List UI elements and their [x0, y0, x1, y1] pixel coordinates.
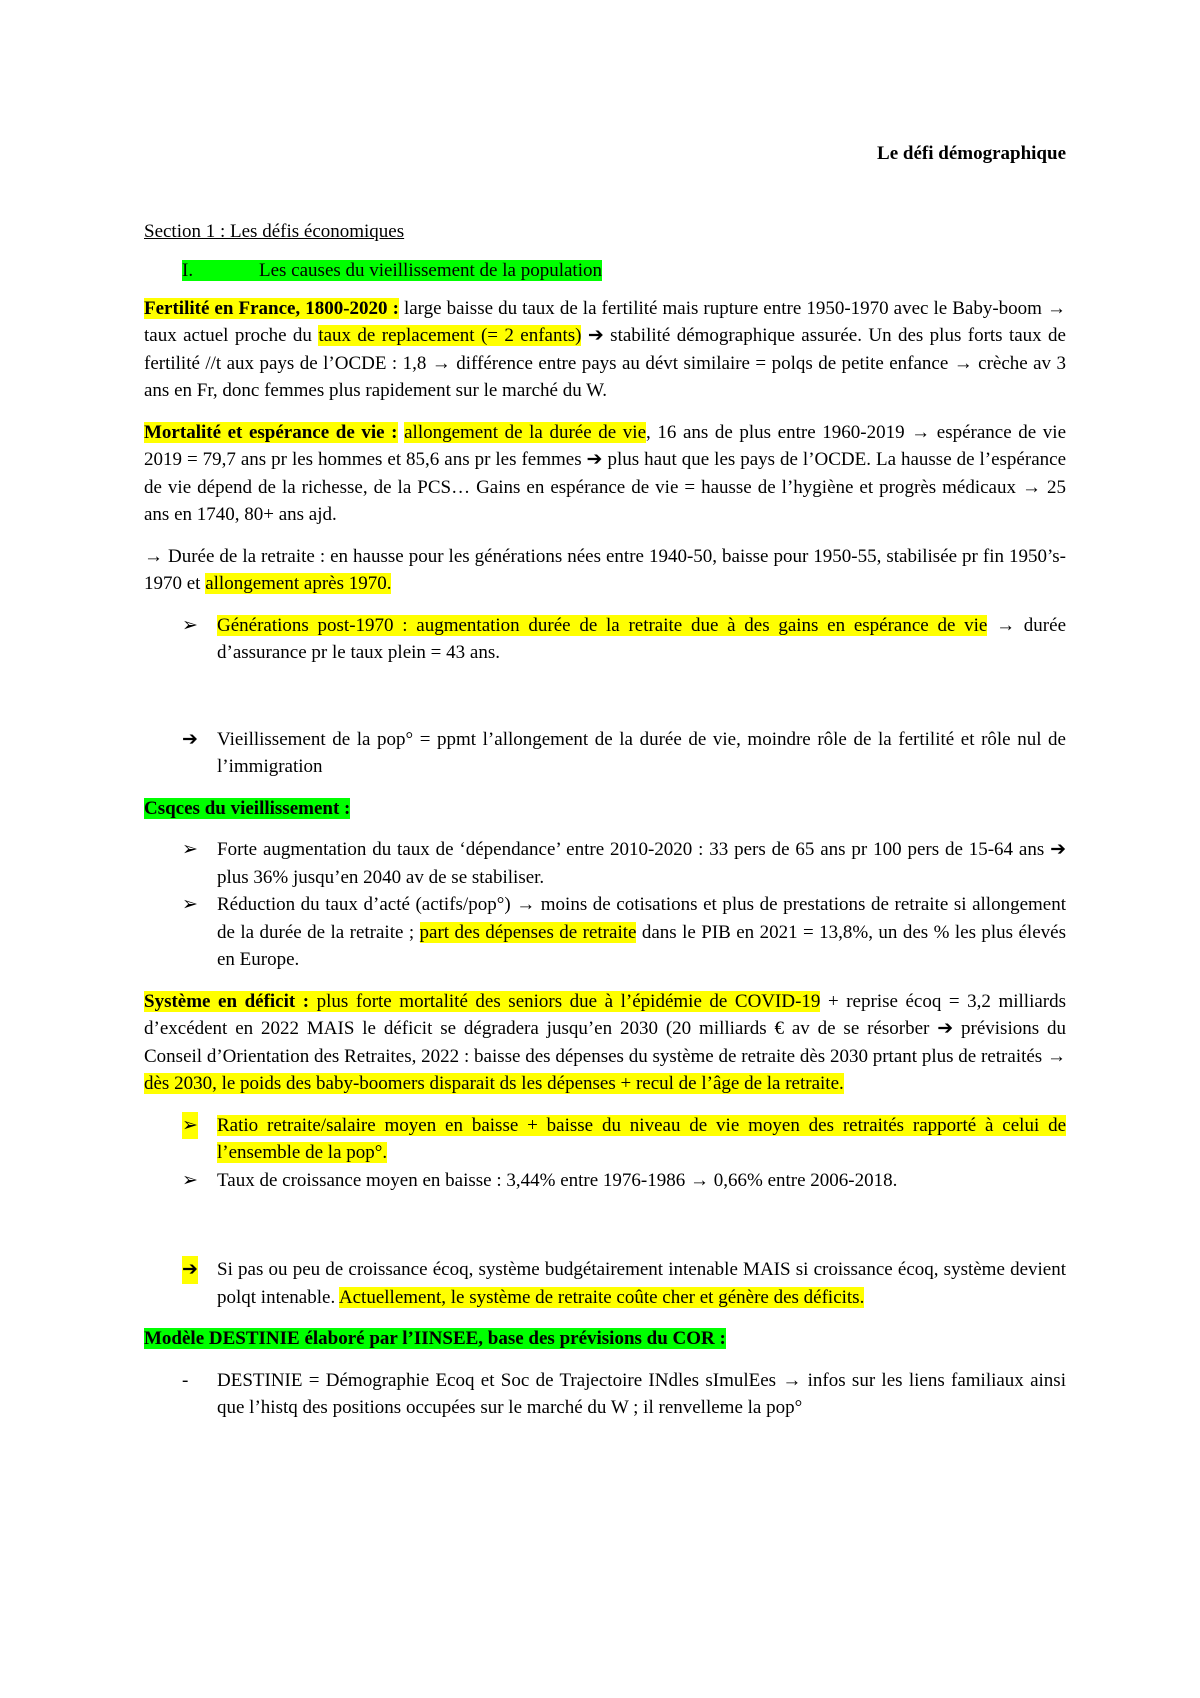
paragraph-fertility [144, 295, 1066, 405]
bullet-arrow-icon: ➢ [182, 894, 198, 915]
list-item [144, 612, 1066, 667]
retirement-duration-highlight: allongement après 1970. [205, 573, 392, 594]
list-item [144, 1367, 1066, 1422]
consequence-highlight: part des dépenses de retraite [419, 921, 637, 943]
label-consequences: Csqces du vieillissement : [144, 797, 351, 819]
deficit-text: + reprise écoq = 3,2 milliards d’excédent en 2022 MAIS le déficit se dégradera jusqu’en 2030 (20 milliards € av de se résorber ➔ prévisions du Conseil d’Orientation des Retraites, 2022 : baisse des dépenses du système de retraite dès 2030 prtant plus de retraités → [144, 990, 1067, 1067]
generations-highlight: Générations post-1970 : augmentation durée de la retraite due à des gains en espérance de vie [217, 614, 988, 636]
mortality-highlight: allongement de la durée de vie [404, 421, 646, 443]
label-destinie: Modèle DESTINIE élaboré par l’IINSEE, base des prévisions du COR : [144, 1328, 726, 1349]
aging-summary-text: Vieillissement de la pop° = ppmt l’allongement de la durée de vie, moindre rôle de la fertilité et rôle nul de l’immigration [217, 728, 1066, 777]
arrow-right-icon: ➔ [182, 1256, 198, 1284]
generations-text: → durée d’assurance pr le taux plein = 43 ans. [217, 614, 1066, 663]
deficit-item-text: Taux de croissance moyen en baisse : 3,44% entre 1976-1986 → 0,66% entre 2006-2018. [217, 1169, 898, 1191]
retirement-duration-text: → Durée de la retraite : en hausse pour les générations nées entre 1940-50, baisse pour 1950-55, stabilisée pr fin 1950’s-1970 et [144, 545, 1066, 594]
bullet-list-deficit [144, 1112, 1066, 1195]
bullet-arrow-icon: ➢ [182, 614, 198, 636]
heading-number: I. [182, 260, 194, 281]
label-mortality: Mortalité et espérance de vie : [144, 421, 398, 443]
bullet-arrow-icon: ➢ [182, 1169, 198, 1191]
bullet-list-destinie [144, 1367, 1066, 1422]
bullet-arrow-icon: ➢ [182, 839, 198, 860]
destinie-text: DESTINIE = Démographie Ecoq et Soc de Trajectoire INdles sImulEes → infos sur les liens familiaux ainsi que l’histq des positions occupées sur le marché du W ; il renvelleme la pop° [217, 1369, 1066, 1418]
document-title: Le défi démographique [877, 143, 1066, 164]
bullet-list-generations [144, 612, 1066, 667]
list-item [144, 726, 1066, 781]
label-deficit: Système en déficit : [144, 990, 310, 1012]
list-item [144, 1167, 1066, 1195]
list-item [144, 891, 1066, 974]
heading-destinie [144, 1325, 1066, 1353]
section-heading: Section 1 : Les défis économiques [144, 220, 405, 242]
list-item [144, 1112, 1066, 1167]
heading-causes [144, 257, 1066, 285]
consequence-text-2: dans le PIB en 2021 = 13,8%, un des % les plus élevés en Europe. [217, 921, 1066, 970]
heading-consequences [144, 795, 1066, 823]
label-fertility: Fertilité en France, 1800-2020 : [144, 297, 399, 319]
paragraph-mortality [144, 419, 1066, 529]
sustainability-text: Si pas ou peu de croissance écoq, système budgétairement intenable MAIS si croissance écoq, système devient polqt intenable. [217, 1259, 1066, 1308]
deficit-item-highlight: Ratio retraite/salaire moyen en baisse + baisse du niveau de vie moyen des retraités rapporté à celui de l’ensemble de la pop°. [217, 1114, 1066, 1163]
paragraph-deficit [144, 988, 1066, 1098]
fertility-text-1: large baisse du taux de la fertilité mais rupture entre 1950-1970 avec le Baby-boom → taux actuel proche du [144, 297, 1066, 346]
sustainability-highlight: Actuellement, le système de retraite coûte cher et génère des déficits. [338, 1286, 865, 1308]
bullet-list-consequences [144, 836, 1066, 974]
fertility-highlight: taux de replacement (= 2 enfants) [318, 325, 582, 346]
deficit-highlight-2: dès 2030, le poids des baby-boomers disparait ds les dépenses + recul de l’âge de la retraite. [144, 1073, 844, 1094]
heading-causes-highlight [182, 260, 602, 281]
deficit-highlight-1: plus forte mortalité des seniors due à l’épidémie de COVID-19 [309, 990, 821, 1012]
paragraph-retirement-duration [144, 543, 1066, 598]
document-body [144, 140, 1066, 1436]
consequence-text: Forte augmentation du taux de ‘dépendance’ entre 2010-2020 : 33 pers de 65 ans pr 100 pers de 15-64 ans ➔ plus 36% jusqu’en 2040 av de se stabiliser. [217, 839, 1066, 888]
dash-bullet-icon: - [182, 1369, 189, 1391]
consequence-text: Réduction du taux d’acté (actifs/pop°) → moins de cotisations et plus de prestations de retraite si allongement de la durée de la retraite ; [217, 894, 1066, 943]
bullet-list-aging-summary [144, 726, 1066, 781]
fertility-text-2: ➔ stabilité démographique assurée. Un des plus forts taux de fertilité //t aux pays de l’OCDE : 1,8 → différence entre pays au dévt similaire = polqs de petite enfance → crèche av 3 ans en Fr, donc femmes plus rapidement sur le marché du W. [144, 325, 1066, 401]
mortality-text: , 16 ans de plus entre 1960-2019 → espérance de vie 2019 = 79,7 ans pr les hommes et 85,6 ans pr les femmes ➔ plus haut que les pays de l’OCDE. La hausse de l’espérance de vie dépend de la richesse, de la PCS… Gains en espérance de vie = hausse de l’hygiène et progrès médicaux → 25 ans en 1740, 80+ ans ajd. [144, 421, 1066, 525]
list-item [144, 1256, 1066, 1311]
bullet-list-sustainability [144, 1256, 1066, 1311]
heading-text: Les causes du vieillissement de la population [259, 260, 602, 281]
bullet-arrow-icon: ➢ [182, 1112, 198, 1140]
arrow-right-icon: ➔ [182, 728, 198, 750]
list-item [144, 836, 1066, 891]
